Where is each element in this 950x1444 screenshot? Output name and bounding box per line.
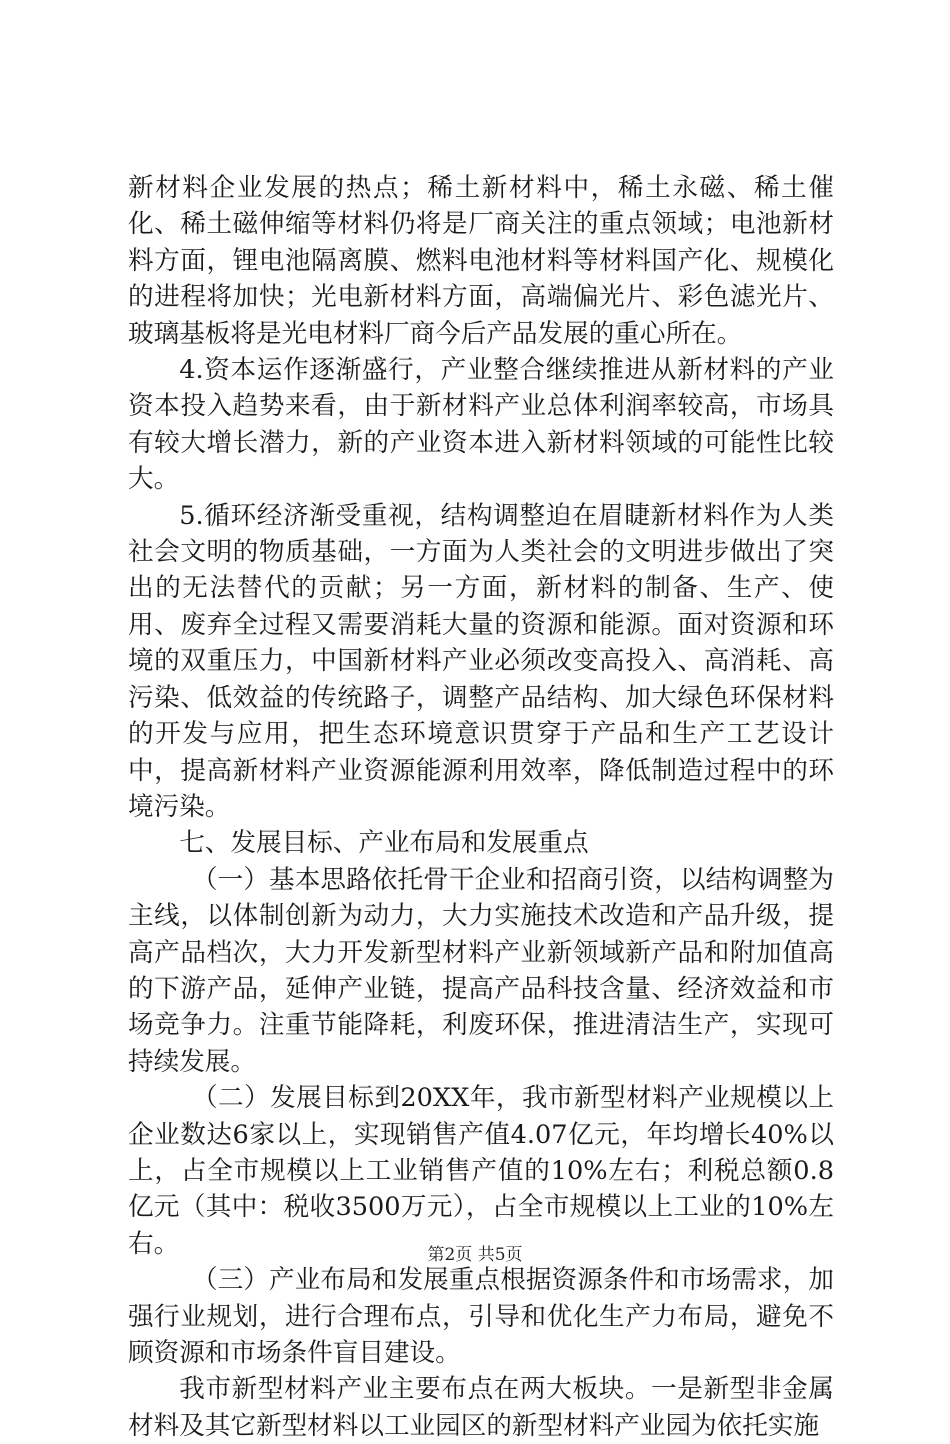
paragraph-development-goals: （二）发展目标到20XX年，我市新型材料产业规模以上企业数达6家以上，实现销售产值4.07亿元，年均增长40%以上，占全市规模以上工业销售产值的10%左右；利税总额0.8亿元（其中：税收3500万元），占全市规模以上工业的10%左右。: [128, 1083, 834, 1259]
section-heading: 七、发展目标、产业布局和发展重点: [179, 828, 589, 859]
paragraph-basic-approach: （一）基本思路依托骨干企业和招商引资，以结构调整为主线，以体制创新为动力，大力实施技术改造和产品升级，提高产品档次，大力开发新型材料产业新领域新产品和附加值高的下游产品，延伸产业链，提高产品科技含量、经济效益和市场竞争力。注重节能降耗，利废环保，推进清洁生产，实现可持续发展。: [128, 864, 834, 1077]
paragraph-industry-layout: （三）产业布局和发展重点根据资源条件和市场需求，加强行业规划，进行合理布点，引导和优化生产力布局，避免不顾资源和市场条件盲目建设。: [128, 1265, 834, 1368]
paragraph-circular-economy: 5.循环经济渐受重视，结构调整迫在眉睫新材料作为人类社会文明的物质基础，一方面为人类社会的文明进步做出了突出的无法替代的贡献；另一方面，新材料的制备、生产、使用、废弃全过程又需要消耗大量的资源和能源。面对资源和环境的双重压力，中国新材料产业必须改变高投入、高消耗、高污染、低效益的传统路子，调整产品结构、加大绿色环保材料的开发与应用，把生态环境意识贯穿于产品和生产工艺设计中，提高新材料产业资源能源利用效率，降低制造过程中的环境污染。: [128, 500, 834, 822]
paragraph-capital-operation: 4.资本运作逐渐盛行，产业整合继续推进从新材料的产业资本投入趋势来看，由于新材料产业总体利润率较高，市场具有较大增长潜力，新的产业资本进入新材料领域的可能性比较大。: [128, 355, 834, 495]
paragraph-continuation: 新材料企业发展的热点；稀土新材料中，稀土永磁、稀土催化、稀土磁伸缩等材料仍将是厂商关注的重点领域；电池新材料方面，锂电池隔离膜、燃料电池材料等材料国产化、规模化的进程将加快；光电新材料方面，高端偏光片、彩色滤光片、玻璃基板将是光电材料厂商今后产品发展的重心所在。: [128, 173, 834, 349]
page-number-footer: 第2页 共5页: [427, 1245, 523, 1265]
paragraph-two-sectors: 我市新型材料产业主要布点在两大板块。一是新型非金属材料及其它新型材料以工业园区的新型材料产业园为依托实施: [128, 1374, 834, 1441]
